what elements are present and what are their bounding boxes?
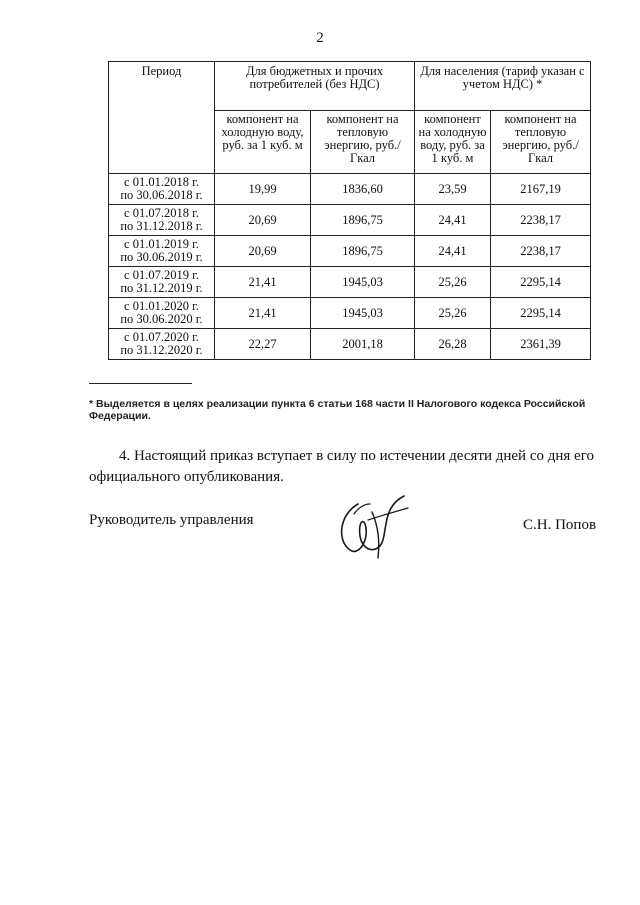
- cold-budget-cell: 22,27: [215, 329, 311, 360]
- cold-population-cell: 24,41: [415, 236, 491, 267]
- cold-population-cell: 26,28: [415, 329, 491, 360]
- paragraph-line-1: 4. Настоящий приказ вступает в силу по истечении десяти дней со дня его: [119, 448, 594, 464]
- footnote: * Выделяется в целях реализации пункта 6 статьи 168 части II Налогового кодекса Российской Федерации.: [89, 398, 586, 422]
- table-header-row: [109, 62, 591, 111]
- period-to: по 30.06.2020 г.: [120, 312, 203, 326]
- cold-population-cell: 23,59: [415, 174, 491, 205]
- thermal-budget-cell: 1945,03: [311, 267, 415, 298]
- cold-budget-cell: 20,69: [215, 236, 311, 267]
- thermal-population-cell: 2295,14: [491, 267, 591, 298]
- period-to: по 30.06.2018 г.: [120, 188, 203, 202]
- period-from: с 01.01.2018 г.: [124, 175, 199, 189]
- order-paragraph: [89, 446, 609, 488]
- period-cell: [109, 298, 215, 329]
- table-row: [109, 236, 591, 267]
- header-thermal-population: компонент на тепловую энергию, руб./Гкал: [491, 111, 591, 174]
- header-period: Период: [109, 62, 215, 174]
- paragraph-line-2: официального опубликования.: [89, 469, 284, 485]
- cold-budget-cell: 20,69: [215, 205, 311, 236]
- period-to: по 31.12.2019 г.: [120, 281, 203, 295]
- thermal-population-cell: 2238,17: [491, 205, 591, 236]
- table-row: [109, 267, 591, 298]
- header-cold-water-population: компонент на холодную воду, руб. за 1 куб. м: [415, 111, 491, 174]
- cold-population-cell: 25,26: [415, 267, 491, 298]
- table-row: [109, 298, 591, 329]
- thermal-budget-cell: 2001,18: [311, 329, 415, 360]
- header-population-group: Для населения (тариф указан с учетом НДС) *: [415, 62, 591, 111]
- cold-budget-cell: 21,41: [215, 267, 311, 298]
- signatory-name: С.Н. Попов: [523, 517, 597, 533]
- table-row: [109, 174, 591, 205]
- header-cold-water-budget: компонент на холодную воду, руб. за 1 куб. м: [215, 111, 311, 174]
- thermal-population-cell: 2238,17: [491, 236, 591, 267]
- cold-population-cell: 25,26: [415, 298, 491, 329]
- thermal-population-cell: 2361,39: [491, 329, 591, 360]
- period-cell: [109, 267, 215, 298]
- period-to: по 31.12.2020 г.: [120, 343, 203, 357]
- cold-budget-cell: 19,99: [215, 174, 311, 205]
- period-cell: [109, 174, 215, 205]
- period-cell: [109, 205, 215, 236]
- period-to: по 31.12.2018 г.: [120, 219, 203, 233]
- period-from: с 01.07.2018 г.: [124, 206, 199, 220]
- thermal-budget-cell: 1945,03: [311, 298, 415, 329]
- table-row: [109, 205, 591, 236]
- header-budget-group: Для бюджетных и прочих потребителей (без НДС): [215, 62, 415, 111]
- period-from: с 01.07.2019 г.: [124, 268, 199, 282]
- table-row: [109, 329, 591, 360]
- cold-population-cell: 24,41: [415, 205, 491, 236]
- handwritten-signature: [328, 492, 418, 562]
- thermal-population-cell: 2167,19: [491, 174, 591, 205]
- thermal-budget-cell: 1896,75: [311, 236, 415, 267]
- tariff-table: [108, 61, 591, 360]
- cold-budget-cell: 21,41: [215, 298, 311, 329]
- header-thermal-budget: компонент на тепловую энергию, руб./Гкал: [311, 111, 415, 174]
- thermal-population-cell: 2295,14: [491, 298, 591, 329]
- period-cell: [109, 236, 215, 267]
- footnote-divider: [89, 383, 192, 384]
- period-to: по 30.06.2019 г.: [120, 250, 203, 264]
- period-from: с 01.07.2020 г.: [124, 330, 199, 344]
- thermal-budget-cell: 1836,60: [311, 174, 415, 205]
- period-cell: [109, 329, 215, 360]
- signatory-title: Руководитель управления: [89, 512, 254, 528]
- page-number: 2: [316, 30, 324, 46]
- period-from: с 01.01.2019 г.: [124, 237, 199, 251]
- thermal-budget-cell: 1896,75: [311, 205, 415, 236]
- period-from: с 01.01.2020 г.: [124, 299, 199, 313]
